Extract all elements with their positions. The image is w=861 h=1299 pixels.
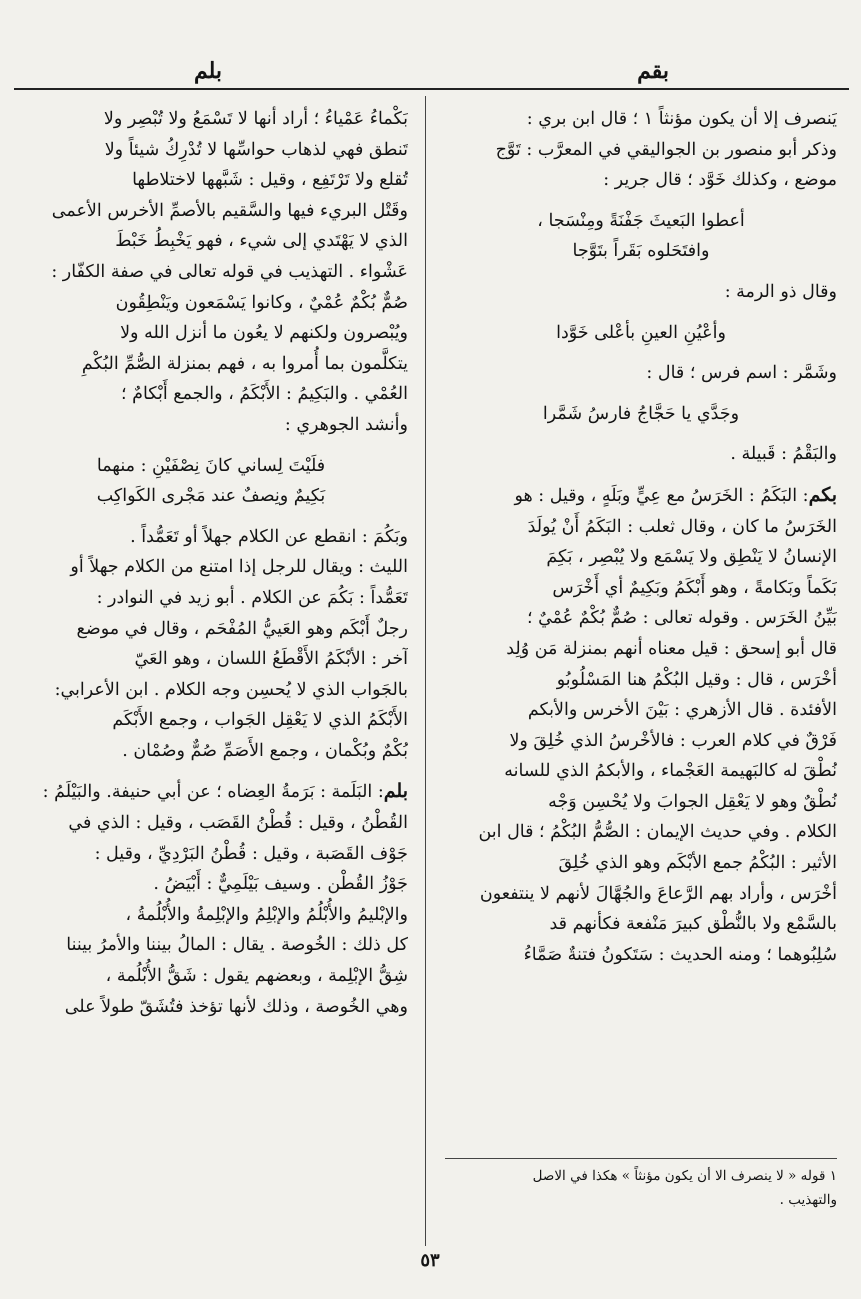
column-divider bbox=[425, 96, 426, 1246]
text-line: عَشْواء . التهذيب في قوله تعالى في صفة الكفّار : bbox=[51, 261, 408, 282]
text-line: والإبْليمُ والأُبْلُمُ والإبْلِمُ والإبْلِمةُ والأُبْلُمةُ ، bbox=[125, 904, 408, 925]
text-line: آخر : الأبْكَمُ الأَقْطَعُ اللسان ، وهو العَيّ bbox=[134, 649, 408, 670]
text-line: نُطْقٌ وهو لا يَعْقِل الجوابَ ولا يُحْسِن وَجْه bbox=[548, 791, 837, 812]
footnote bbox=[445, 1164, 837, 1212]
verse-line: بَكِيمٌ ونِصفٌ عند مَجْرى الكَواكِب bbox=[96, 486, 326, 507]
text-line: وقَتْل البريء فيها والسَّقيم بالأصمِّ الأخرس الأعمى bbox=[51, 200, 408, 221]
text-line: الكلام . وفي حديث الإيمان : الصُّمُّ البُكْمُ ؛ قال ابن bbox=[478, 822, 837, 843]
text-line: أخْرَس ، وأراد بهم الرَّعاعَ والجُهَّالَ لأنهم لا ينتفعون bbox=[479, 883, 837, 904]
text-line: وذكر أبو منصور بن الجواليقي في المعرَّب : تَوَّج bbox=[495, 139, 837, 160]
text-line: فَرْقٌ في كلام العرب : فالأخْرسُ الذي خُلِقَ ولا bbox=[509, 730, 837, 751]
text-line: بالجَواب الذي لا يُحسِن وجه الكلام . ابن الأعرابي: bbox=[54, 679, 408, 700]
text-line: الإنسانُ لا يَنْطِق ولا يَسْمَع ولا يُبْصِر ، بَكِمَ bbox=[546, 547, 837, 568]
text-line: العُمْي . والبَكِيمُ : الأَبْكَمُ ، والجمع أَبْكامٌ ؛ bbox=[121, 384, 408, 405]
entry-headword: بلم bbox=[383, 780, 408, 803]
text-line: وبَكُمَ : انقطع عن الكلام جهلاً أو تَعَمُّداً . bbox=[130, 526, 408, 547]
text-line: وقال ذو الرمة : bbox=[724, 281, 837, 302]
text-line: الذي لا يَهْتَدي إلى شيء ، فهو يَخْبِطُ خَبْطَ bbox=[115, 231, 408, 252]
verse-line: وجَدَّي يا حَجَّاجُ فارسُ شَمَّرا bbox=[542, 403, 740, 424]
text-line: تُقلع ولا تَرْتَفِع ، وقيل : شَبَّهها لاختلاطها bbox=[132, 170, 408, 191]
text-line: وهي الخُوصة ، وذلك لأنها تؤخذ فتُشَقّ طولاً على bbox=[64, 996, 408, 1017]
verse-line: فلَيْتَ لِساني كانَ نِصْفَيْنِ : منهما bbox=[96, 455, 326, 476]
text-line: الأثير : البُكْمُ جمع الأبْكَم وهو الذي خُلِقَ bbox=[558, 853, 837, 874]
text-line: وشَمَّر : اسم فرس ؛ قال : bbox=[646, 363, 837, 384]
text-line: بَيِّنُ الخَرَس . وقوله تعالى : صُمٌّ بُكْمٌ عُمْيٌ ؛ bbox=[526, 608, 837, 629]
text-line: جَوْف القَصَبة ، وقيل : قُطْنُ البَرْدِيِّ ، وقيل : bbox=[94, 843, 408, 864]
text-line: والبَقْمُ : قَبيلة . bbox=[730, 444, 837, 465]
footnote-line: ١ قوله « لا ينصرف الا أن يكون مؤنثاً » هكذا في الاصل bbox=[532, 1168, 837, 1184]
footnote-line: والتهذيب . bbox=[779, 1192, 837, 1208]
text-line: بالسَّمْع ولا بالنُّطْق كبيرَ مَنْفعة فكأنهم قد bbox=[549, 914, 837, 935]
right-column bbox=[445, 104, 837, 1184]
text-line: الأَبْكَمُ الذي لا يَعْقِل الجَواب ، وجمع الأَبْكَم bbox=[112, 710, 408, 731]
text-line: جَوْزُ القُطْن . وسيف بَيْلَمِيٌّ : أَبْيَضُ . bbox=[153, 874, 408, 895]
footnote-rule bbox=[445, 1158, 837, 1159]
text-line: بَكْماءُ عَمْياءُ ؛ أراد أنها لا تَسْمَعُ ولا تُبْصِر ولا bbox=[103, 109, 408, 129]
verse-line: أعطوا البَعيثَ جَفْنَةً ومِنْسَجا ، bbox=[537, 210, 745, 231]
entry-first-line bbox=[445, 480, 837, 512]
entry-first-line bbox=[14, 776, 408, 808]
text-line: بَكَماً وبَكامةً ، وهو أَبْكَمُ وبَكِيمٌ أي أَخْرَس bbox=[552, 577, 837, 598]
verse-line: وأعْيُنِ العينِ بأعْلى خَوَّدا bbox=[556, 322, 726, 343]
page-header bbox=[14, 52, 849, 86]
text-line: الليث : ويقال للرجل إذا امتنع من الكلام جهلاً أو bbox=[70, 557, 408, 578]
text-line: رجلٌ أَبْكَم وهو العَييُّ المُفْحَم ، وقال في موضع bbox=[76, 618, 408, 639]
text-line: يتكلَّمون بما أُمروا به ، فهم بمنزلة الصُّمِّ البُكْمِ bbox=[81, 353, 408, 374]
entry-text: : البَلَمة : بَرَمةُ العِضاه ؛ عن أبي حنيفة. والبَيْلَمُ : bbox=[42, 782, 384, 803]
text-line: تَنطق فهي لذهاب حواسِّها لا تُدْرِكُ شيئاً ولا bbox=[104, 139, 408, 160]
text-line: الأفئدة . قال الأزهري : بَيْنَ الأخرس والأبكم bbox=[527, 700, 837, 721]
text-line: تَعَمُّداً : بَكُمَ عن الكلام . أبو زيد في النوادر : bbox=[96, 587, 408, 608]
text-line: ويُبْصرون ولكنهم لا يعُون ما أنزل الله ولا bbox=[120, 323, 408, 344]
left-column bbox=[14, 104, 408, 1214]
text-line: الخَرَسُ ما كان ، وقال ثعلب : البَكَمُ أَنْ يُولَدَ bbox=[527, 516, 837, 537]
text-line: سُلِبُوهما ؛ ومنه الحديث : سَتَكونُ فتنةٌ صَمَّاءُ bbox=[523, 944, 837, 965]
text-line: يَنصرف إلا أن يكون مؤنثاً ١ ؛ قال ابن بري : bbox=[526, 109, 837, 129]
page-number: ٥٣ bbox=[420, 1250, 440, 1271]
text-line: بُكْمٌ وبُكْمان ، وجمع الأَصَمِّ صُمٌّ وصُمْان . bbox=[122, 740, 408, 761]
text-line: وأنشد الجوهري : bbox=[284, 414, 408, 435]
text-line: كل ذلك : الخُوصة . يقال : المالُ بيننا والأمرُ بيننا bbox=[66, 935, 408, 956]
text-line: شِقُّ الإبْلِمة ، وبعضهم يقول : شَقُّ الأُبْلُمة ، bbox=[105, 966, 408, 987]
entry-text: : البَكَمُ : الخَرَسُ مع عِيٍّ وبَلَهٍ ، وقيل : هو bbox=[514, 485, 809, 506]
text-line: أخْرَس ، قال : وقيل البُكْمُ هنا المَسْلُوبُو bbox=[556, 669, 837, 690]
header-rule bbox=[14, 88, 849, 90]
entry-headword: بكم bbox=[808, 483, 837, 506]
verse-line: وافتَحَلوه بَقَراً بتَوَّجا bbox=[572, 241, 710, 262]
text-line: القُطْنُ ، وقيل : قُطْنُ القَصَب ، وقيل : الذي في bbox=[68, 813, 408, 834]
text-line: نُطْقَ له كالبَهيمة العَجْماء ، والأبكمُ الذي للسانه bbox=[504, 761, 837, 782]
header-right-word: بقم bbox=[637, 58, 669, 84]
text-line: صُمٌّ بُكْمٌ عُمْيٌ ، وكانوا يَسْمَعون ويَنْطِقُون bbox=[115, 292, 408, 313]
text-line: موضع ، وكذلك خَوَّد ؛ قال جرير : bbox=[603, 170, 837, 191]
header-left-word: بلم bbox=[194, 58, 223, 84]
text-line: قال أبو إسحق : قيل معناه أنهم بمنزلة مَن وُلِد bbox=[506, 638, 837, 659]
